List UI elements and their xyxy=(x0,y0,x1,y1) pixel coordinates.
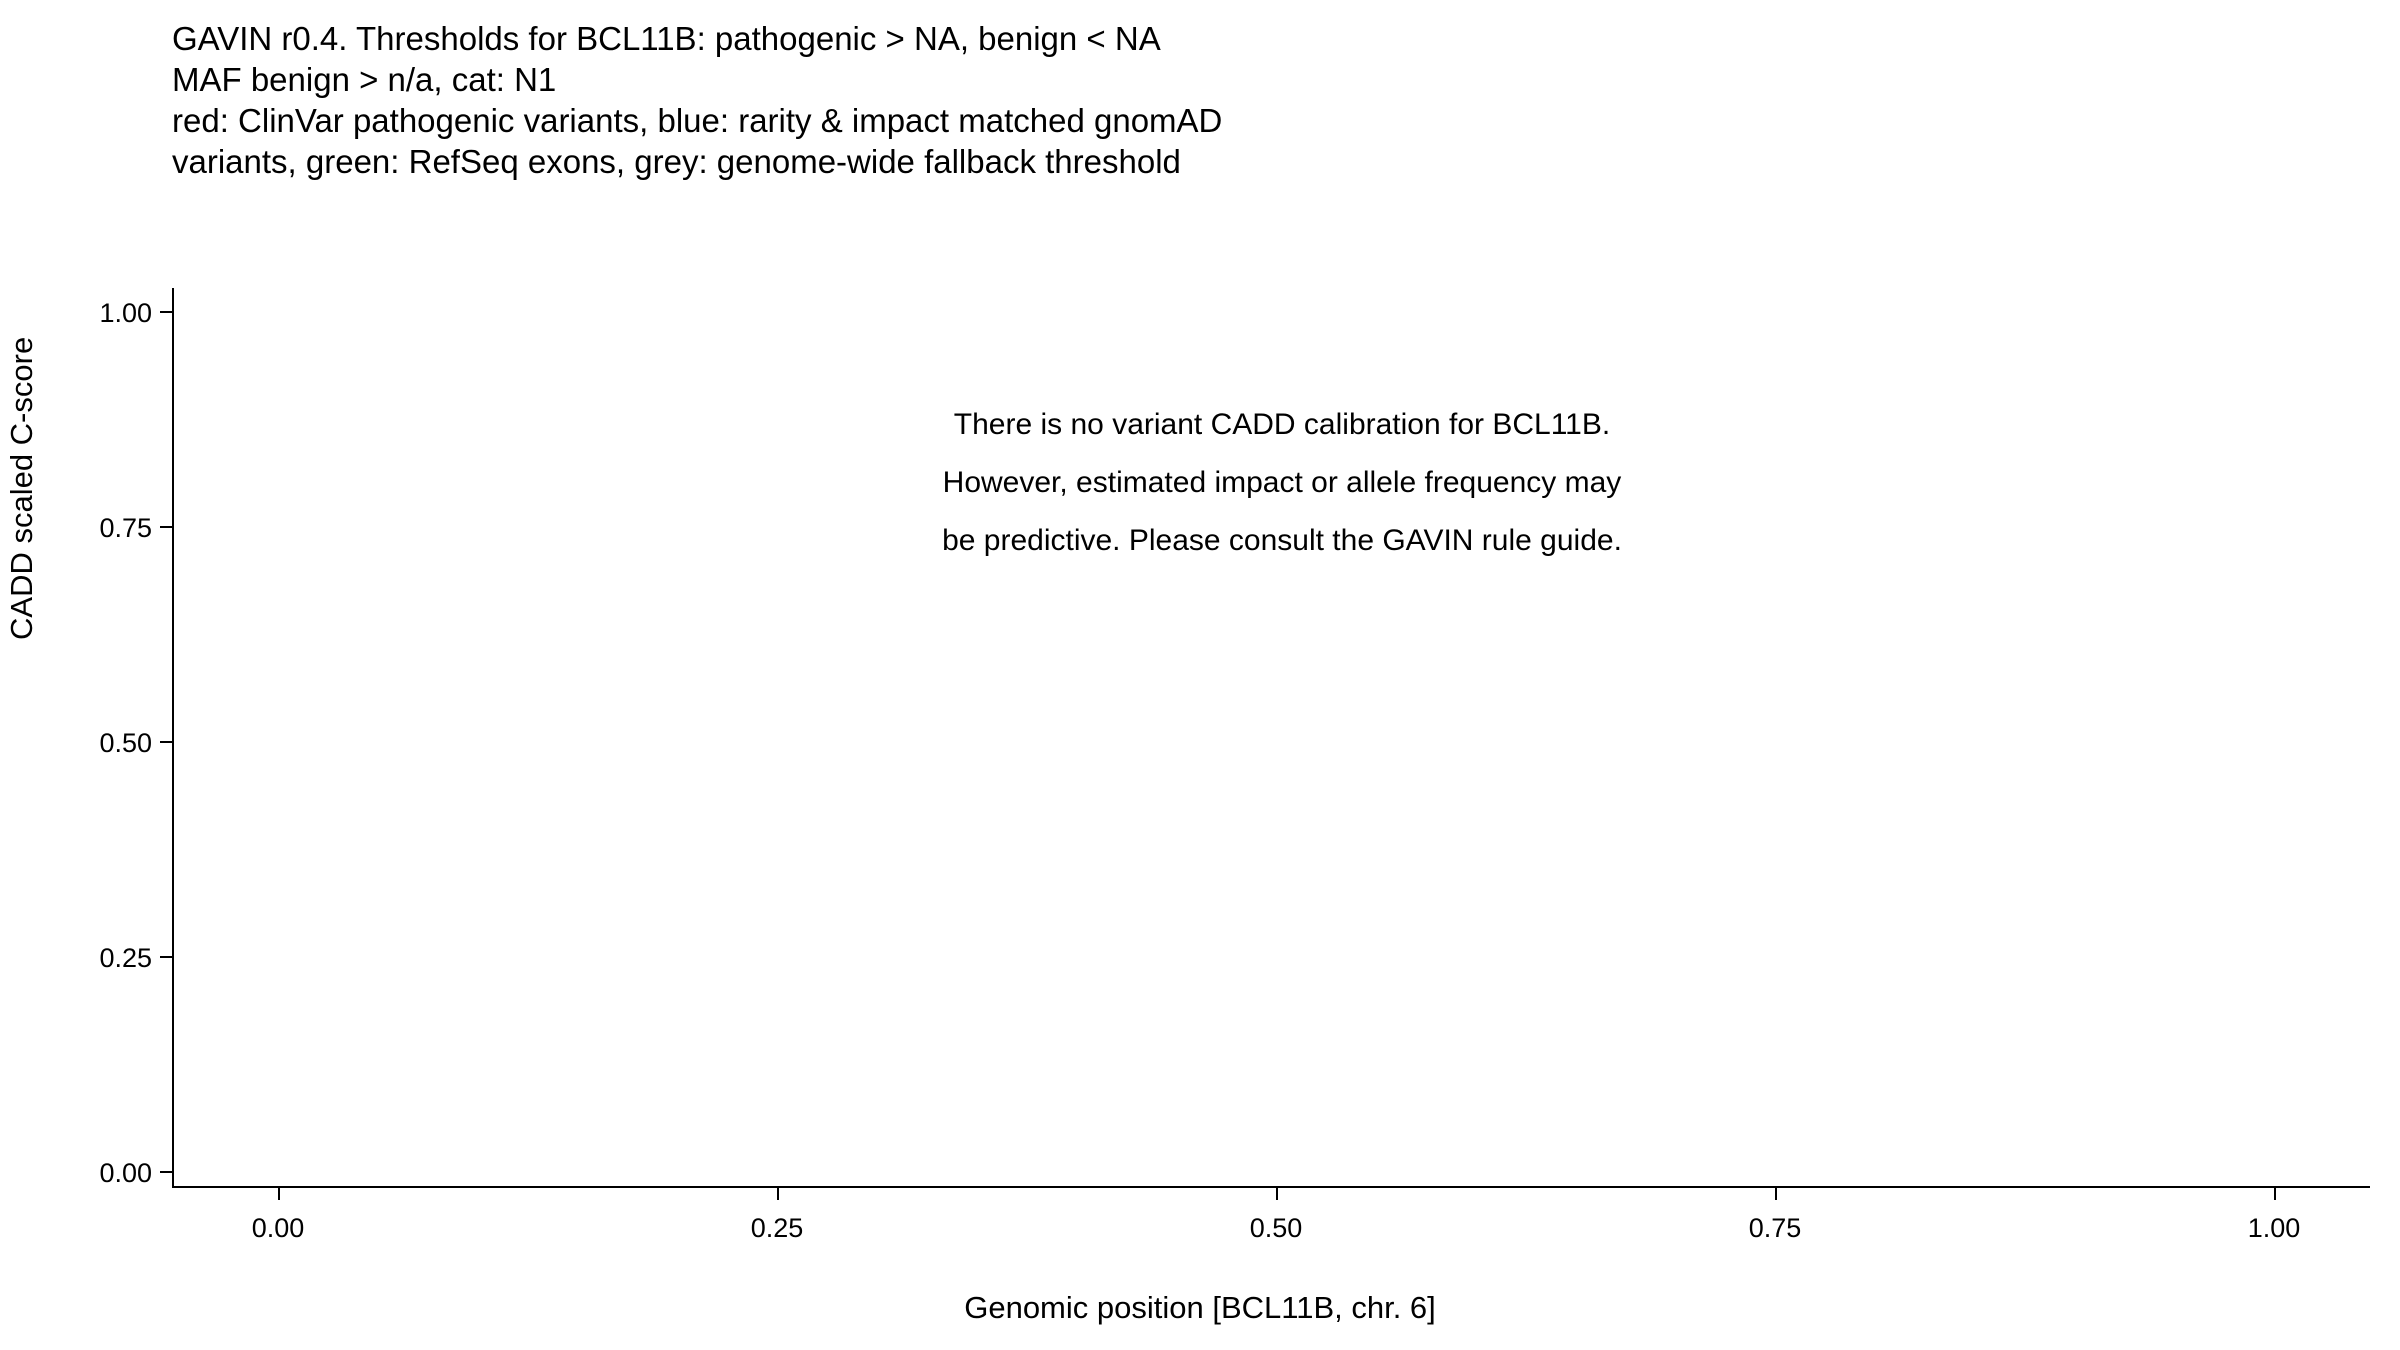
y-tick-label-0.00: 0.00 xyxy=(99,1158,152,1188)
y-tick-mark-0.50 xyxy=(160,741,172,743)
y-tick-label-0.25: 0.25 xyxy=(99,943,152,973)
chart-title xyxy=(172,18,2272,182)
x-tick-label-0.75: 0.75 xyxy=(1748,1213,1802,1243)
y-tick-mark-0.00 xyxy=(160,1171,172,1173)
x-tick-label-0.25: 0.25 xyxy=(750,1213,804,1243)
x-tick-mark-0.00 xyxy=(278,1188,280,1200)
no-calibration-message-line-3: be predictive. Please consult the GAVIN rule guide. xyxy=(942,524,1622,557)
y-tick-mark-0.25 xyxy=(160,956,172,958)
x-tick-label-1.00: 1.00 xyxy=(2247,1213,2301,1243)
y-tick-mark-0.75 xyxy=(160,526,172,528)
plot-panel xyxy=(172,288,2370,1188)
chart-title-line-3: red: ClinVar pathogenic variants, blue: rarity & impact matched gnomAD xyxy=(172,102,1223,139)
x-tick-mark-0.25 xyxy=(777,1188,779,1200)
x-tick-mark-0.75 xyxy=(1775,1188,1777,1200)
y-tick-label-0.75: 0.75 xyxy=(99,513,152,543)
y-axis-title: CADD scaled C-score xyxy=(4,336,39,640)
no-calibration-message-line-1: There is no variant CADD calibration for BCL11B. xyxy=(953,408,1611,441)
chart-title-line-2: MAF benign > n/a, cat: N1 xyxy=(172,61,557,98)
x-tick-label-0.50: 0.50 xyxy=(1249,1213,1303,1243)
chart-title-line-4: variants, green: RefSeq exons, grey: genome-wide fallback threshold xyxy=(172,143,1181,180)
x-axis-line xyxy=(172,1186,2370,1188)
y-tick-mark-1.00 xyxy=(160,311,172,313)
x-tick-mark-0.50 xyxy=(1276,1188,1278,1200)
no-calibration-message-line-2: However, estimated impact or allele frequency may xyxy=(942,466,1622,499)
y-axis-line xyxy=(172,288,174,1188)
y-tick-label-1.00: 1.00 xyxy=(99,298,152,328)
x-axis-title: Genomic position [BCL11B, chr. 6] xyxy=(964,1290,1436,1325)
no-calibration-message xyxy=(592,396,1972,570)
y-tick-label-0.50: 0.50 xyxy=(99,728,152,758)
chart-title-line-1: GAVIN r0.4. Thresholds for BCL11B: pathogenic > NA, benign < NA xyxy=(172,20,1161,57)
x-tick-mark-1.00 xyxy=(2274,1188,2276,1200)
x-tick-label-0.00: 0.00 xyxy=(251,1213,305,1243)
